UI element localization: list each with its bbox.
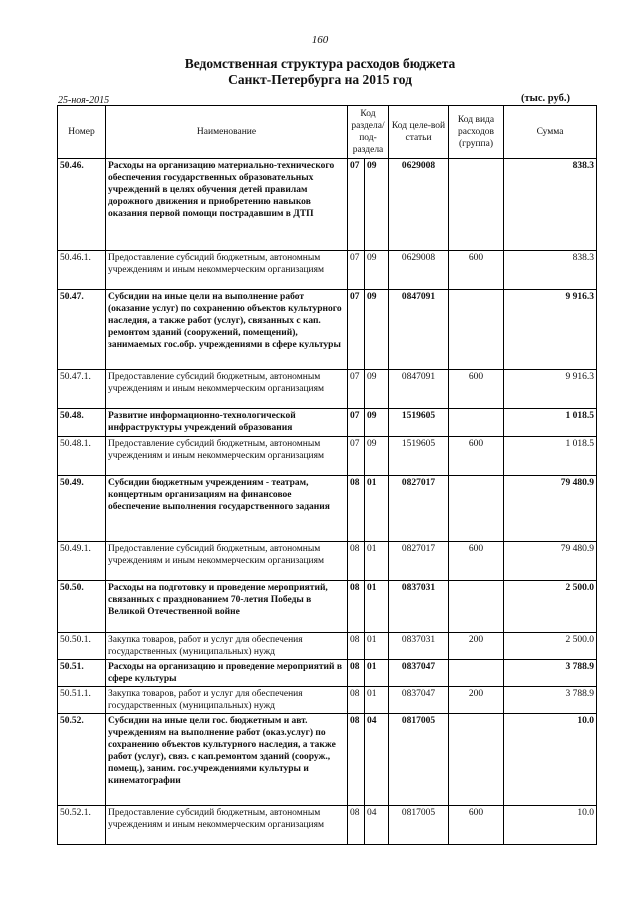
page-number: 160	[311, 34, 329, 46]
document-title	[0, 56, 640, 88]
row-subsection: 04	[365, 714, 389, 806]
row-subsection: 04	[365, 806, 389, 845]
row-subsection: 09	[365, 409, 389, 437]
row-section: 08	[348, 714, 365, 806]
header-number: Номер	[58, 106, 106, 159]
row-name: Субсидии на иные цели на выполнение работ (оказание услуг) по сохранению объектов культурного наследия, а также работ (услуг), связанных с кап. ремонтом зданий (сооружений, помещений), занимаемых гос.обр. учреждениями в сфере культуры	[106, 290, 348, 370]
row-name: Расходы на подготовку и проведение мероприятий, связанных с празднованием 70-летия Победы в Великой Отечественной войне	[106, 581, 348, 633]
report-date: 25-ноя-2015	[58, 95, 110, 106]
units-label: (тыс. руб.)	[521, 93, 570, 104]
row-number: 50.51.1.	[58, 687, 106, 714]
row-name: Расходы на организацию и проведение мероприятий в сфере культуры	[106, 660, 348, 687]
table-row	[58, 290, 597, 370]
row-expense-type: 200	[449, 687, 504, 714]
title-line-2: Санкт-Петербурга на 2015 год	[228, 72, 412, 87]
table-row	[58, 806, 597, 845]
row-number: 50.50.1.	[58, 633, 106, 660]
row-subsection: 09	[365, 159, 389, 251]
row-section: 08	[348, 581, 365, 633]
row-expense-type	[449, 476, 504, 542]
row-expense-type	[449, 660, 504, 687]
row-amount: 9 916.3	[504, 290, 597, 370]
row-name: Субсидии бюджетным учреждениям - театрам, концертным организациям на финансовое обеспечение выполнения государственного задания	[106, 476, 348, 542]
table-row	[58, 542, 597, 581]
row-subsection: 01	[365, 687, 389, 714]
row-amount: 1 018.5	[504, 437, 597, 476]
row-name: Предоставление субсидий бюджетным, автономным учреждениям и иным некоммерческим организациям	[106, 437, 348, 476]
row-name: Субсидии на иные цели гос. бюджетным и авт. учреждениям на выполнение работ (оказ.услуг) по сохранению объектов культурного наследия, а также работ (услуг), связ. с кап.ремонтом зданий (сооруж., помещ.), заним. гос.учреждениями культуры и кинематографии	[106, 714, 348, 806]
row-target-code: 0837047	[389, 687, 449, 714]
row-section: 08	[348, 660, 365, 687]
row-expense-type	[449, 290, 504, 370]
row-number: 50.49.1.	[58, 542, 106, 581]
row-target-code: 0847091	[389, 370, 449, 409]
row-amount: 79 480.9	[504, 542, 597, 581]
row-name: Расходы на организацию материально-технического обеспечения государственных образовательных учреждений в целях обучения детей правилам дорожного движения и приобретению навыков оказания первой помощи пострадавшим в ДТП	[106, 159, 348, 251]
title-line-1: Ведомственная структура расходов бюджета	[184, 56, 456, 71]
row-subsection: 01	[365, 476, 389, 542]
expense-table	[57, 105, 597, 845]
row-section: 08	[348, 542, 365, 581]
row-target-code: 1519605	[389, 437, 449, 476]
row-number: 50.47.	[58, 290, 106, 370]
header-amount: Сумма	[504, 106, 597, 159]
row-target-code: 0629008	[389, 159, 449, 251]
table-body	[58, 159, 597, 845]
row-name: Закупка товаров, работ и услуг для обеспечения государственных (муниципальных) нужд	[106, 633, 348, 660]
row-target-code: 0827017	[389, 542, 449, 581]
row-target-code: 0827017	[389, 476, 449, 542]
row-expense-type: 600	[449, 542, 504, 581]
row-expense-type: 600	[449, 437, 504, 476]
table-row	[58, 633, 597, 660]
row-expense-type	[449, 714, 504, 806]
row-amount: 2 500.0	[504, 581, 597, 633]
row-amount: 838.3	[504, 159, 597, 251]
table-row	[58, 714, 597, 806]
row-amount: 10.0	[504, 714, 597, 806]
row-amount: 79 480.9	[504, 476, 597, 542]
header-section: Код раздела/ под-раздела	[348, 106, 389, 159]
row-section: 08	[348, 476, 365, 542]
row-name: Предоставление субсидий бюджетным, автономным учреждениям и иным некоммерческим организациям	[106, 370, 348, 409]
row-subsection: 09	[365, 437, 389, 476]
row-expense-type: 600	[449, 251, 504, 290]
row-number: 50.51.	[58, 660, 106, 687]
row-subsection: 01	[365, 542, 389, 581]
row-section: 07	[348, 251, 365, 290]
table-row	[58, 476, 597, 542]
row-section: 07	[348, 290, 365, 370]
row-expense-type: 600	[449, 806, 504, 845]
row-section: 08	[348, 633, 365, 660]
row-name: Предоставление субсидий бюджетным, автономным учреждениям и иным некоммерческим организациям	[106, 542, 348, 581]
row-subsection: 09	[365, 370, 389, 409]
row-expense-type: 200	[449, 633, 504, 660]
row-section: 07	[348, 159, 365, 251]
row-target-code: 0837047	[389, 660, 449, 687]
row-amount: 3 788.9	[504, 660, 597, 687]
row-amount: 10.0	[504, 806, 597, 845]
row-target-code: 0817005	[389, 714, 449, 806]
row-name: Развитие информационно-технологической инфраструктуры учреждений образования	[106, 409, 348, 437]
row-amount: 9 916.3	[504, 370, 597, 409]
row-amount: 1 018.5	[504, 409, 597, 437]
header-expense-type: Код вида расходов (группа)	[449, 106, 504, 159]
table-row	[58, 687, 597, 714]
table-row	[58, 660, 597, 687]
table-row	[58, 581, 597, 633]
row-number: 50.46.1.	[58, 251, 106, 290]
row-expense-type	[449, 409, 504, 437]
row-target-code: 1519605	[389, 409, 449, 437]
row-subsection: 01	[365, 633, 389, 660]
row-subsection: 09	[365, 290, 389, 370]
row-section: 08	[348, 806, 365, 845]
row-section: 08	[348, 687, 365, 714]
row-amount: 2 500.0	[504, 633, 597, 660]
table-row	[58, 370, 597, 409]
row-section: 07	[348, 370, 365, 409]
row-amount: 3 788.9	[504, 687, 597, 714]
row-number: 50.49.	[58, 476, 106, 542]
row-subsection: 01	[365, 581, 389, 633]
row-number: 50.50.	[58, 581, 106, 633]
row-name: Закупка товаров, работ и услуг для обеспечения государственных (муниципальных) нужд	[106, 687, 348, 714]
row-expense-type	[449, 159, 504, 251]
row-subsection: 09	[365, 251, 389, 290]
row-number: 50.47.1.	[58, 370, 106, 409]
row-number: 50.48.1.	[58, 437, 106, 476]
table-row	[58, 409, 597, 437]
row-target-code: 0837031	[389, 581, 449, 633]
header-target: Код целе-вой статьи	[389, 106, 449, 159]
row-expense-type	[449, 581, 504, 633]
row-target-code: 0629008	[389, 251, 449, 290]
row-number: 50.52.	[58, 714, 106, 806]
row-expense-type: 600	[449, 370, 504, 409]
row-name: Предоставление субсидий бюджетным, автономным учреждениям и иным некоммерческим организациям	[106, 251, 348, 290]
row-amount: 838.3	[504, 251, 597, 290]
row-section: 07	[348, 437, 365, 476]
row-number: 50.46.	[58, 159, 106, 251]
table-row	[58, 437, 597, 476]
table-header-row	[58, 106, 597, 159]
row-subsection: 01	[365, 660, 389, 687]
table-row	[58, 159, 597, 251]
row-number: 50.52.1.	[58, 806, 106, 845]
table-row	[58, 251, 597, 290]
row-target-code: 0847091	[389, 290, 449, 370]
row-section: 07	[348, 409, 365, 437]
row-number: 50.48.	[58, 409, 106, 437]
row-name: Предоставление субсидий бюджетным, автономным учреждениям и иным некоммерческим организациям	[106, 806, 348, 845]
row-target-code: 0817005	[389, 806, 449, 845]
row-target-code: 0837031	[389, 633, 449, 660]
header-name: Наименование	[106, 106, 348, 159]
